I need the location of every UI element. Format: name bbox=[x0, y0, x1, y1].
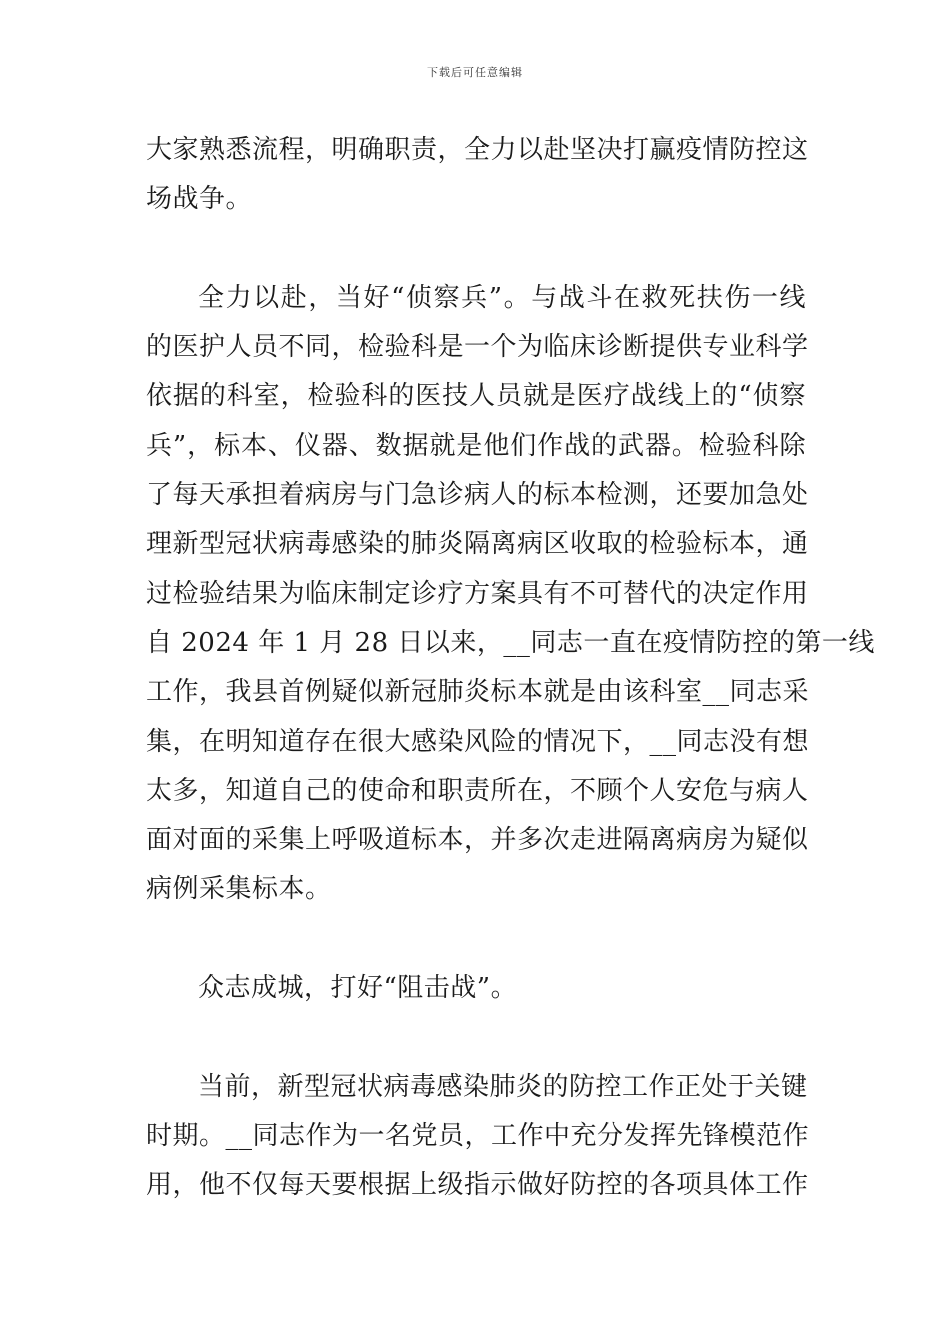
text-line: 依据的科室，检验科的医技人员就是医疗战线上的“侦察 bbox=[146, 381, 806, 412]
text-line: 的医护人员不同，检验科是一个为临床诊断提供专业科学 bbox=[146, 332, 809, 363]
paragraph-spacer bbox=[146, 1013, 806, 1062]
paragraph-spacer bbox=[146, 915, 806, 964]
text-line: 大家熟悉流程，明确职责，全力以赴坚决打赢疫情防控这 bbox=[146, 135, 809, 165]
text-line: 太多，知道自己的使命和职责所在，不顾个人安危与病人 bbox=[146, 775, 809, 806]
text-line: 兵”，标本、仪器、数据就是他们作战的武器。检验科除 bbox=[146, 430, 806, 461]
paragraph-4 bbox=[146, 1063, 810, 1211]
text-line: 众志成城，打好“阻击战”。 bbox=[198, 973, 518, 1004]
paragraph-spacer bbox=[146, 225, 806, 274]
text-line: 理新型冠状病毒感染的肺炎隔离病区收取的检验标本，通 bbox=[146, 529, 809, 560]
page-header: 下载后可任意编辑 bbox=[427, 66, 523, 79]
text-line: 当前，新型冠状病毒感染肺炎的防控工作正处于关键 bbox=[198, 1071, 808, 1102]
text-line: 病例采集标本。 bbox=[146, 874, 332, 905]
text-line: 集，在明知道存在很大感染风险的情况下，__同志没有想 bbox=[146, 726, 810, 757]
text-line: 工作，我县首例疑似新冠肺炎标本就是由该科室__同志采 bbox=[146, 677, 810, 708]
text-line: 时期。__同志作为一名党员，工作中充分发挥先锋模范作 bbox=[146, 1120, 810, 1151]
text-line: 面对面的采集上呼吸道标本，并多次走进隔离病房为疑似 bbox=[146, 825, 809, 856]
text-line: 了每天承担着病房与门急诊病人的标本检测，还要加急处 bbox=[146, 480, 809, 511]
text-line: 过检验结果为临床制定诊疗方案具有不可替代的决定作用 bbox=[146, 578, 809, 609]
paragraph-1 bbox=[146, 126, 809, 225]
text-line: 自 2024 年 1 月 28 日以来，__同志一直在疫情防控的第一线 bbox=[146, 627, 875, 658]
text-line: 场战争。 bbox=[146, 184, 253, 215]
paragraph-2 bbox=[146, 274, 875, 915]
paragraph-3 bbox=[146, 964, 806, 1013]
text-line: 全力以赴，当好“侦察兵”。与战斗在救死扶伤一线 bbox=[198, 282, 806, 313]
text-line: 用，他不仅每天要根据上级指示做好防控的各项具体工作 bbox=[146, 1170, 809, 1201]
document-body bbox=[146, 126, 875, 1211]
